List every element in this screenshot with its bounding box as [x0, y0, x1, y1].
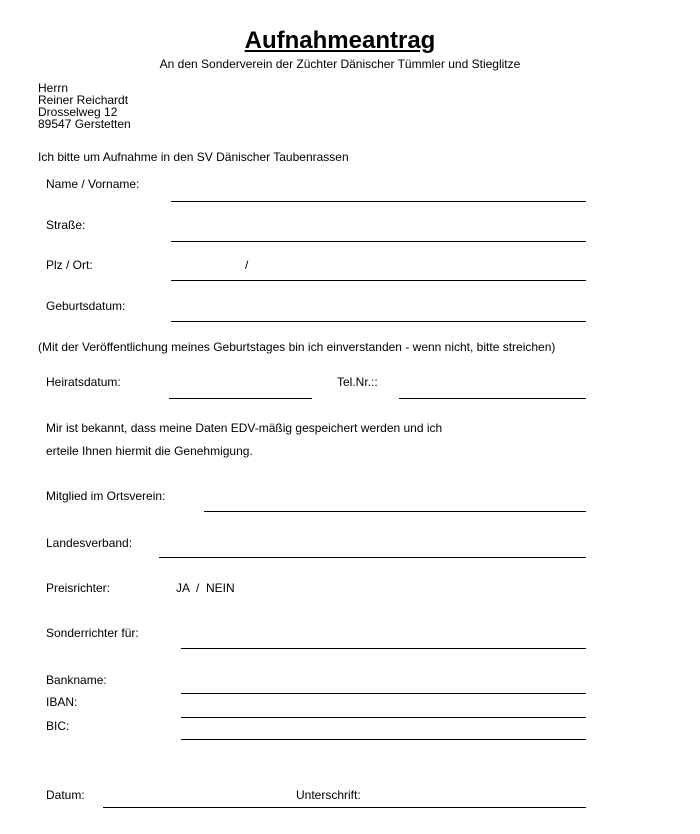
- bank-name-label: Bankname:: [46, 673, 107, 687]
- name-label: Name / Vorname:: [46, 177, 140, 191]
- wedding-date-line[interactable]: [169, 398, 312, 399]
- phone-line[interactable]: [399, 398, 586, 399]
- special-judge-line[interactable]: [181, 648, 586, 649]
- date-label: Datum:: [46, 788, 85, 802]
- judge-label: Preisrichter:: [46, 581, 111, 595]
- address-city: 89547 Gerstetten: [38, 117, 131, 131]
- address-name: Reiner Reichardt: [38, 93, 129, 107]
- phone-label: Tel.Nr.::: [337, 375, 378, 389]
- local-club-label: Mitglied im Ortsverein:: [46, 489, 166, 503]
- street-label: Straße:: [46, 218, 86, 232]
- iban-line[interactable]: [181, 717, 586, 718]
- page-subtitle: An den Sonderverein der Züchter Dänischer Tümmler und Stieglitze: [159, 57, 521, 71]
- street-line[interactable]: [171, 241, 586, 242]
- judge-options[interactable]: JA / NEIN: [176, 581, 235, 595]
- birthdate-line[interactable]: [171, 321, 586, 322]
- bank-name-line[interactable]: [181, 693, 586, 694]
- birthdate-note: (Mit der Veröffentlichung meines Geburtstages bin ich einverstanden - wenn nicht, bitte streichen): [38, 340, 556, 354]
- consent-text-line2: erteile Ihnen hiermit die Genehmigung.: [46, 444, 253, 458]
- iban-label: IBAN:: [46, 695, 78, 709]
- address-salutation: Herrn: [38, 81, 69, 95]
- page-title: Aufnahmeantrag: [244, 27, 436, 54]
- address-street: Drosselweg 12: [38, 105, 118, 119]
- date-signature-line[interactable]: [103, 807, 586, 808]
- state-assoc-line[interactable]: [159, 557, 586, 558]
- plz-ort-line[interactable]: [171, 280, 586, 281]
- signature-label: Unterschrift:: [296, 788, 361, 802]
- special-judge-label: Sonderrichter für:: [46, 626, 139, 640]
- plz-ort-separator: /: [245, 258, 249, 272]
- consent-text-line1: Mir ist bekannt, dass meine Daten EDV-mäßig gespeichert werden und ich: [46, 421, 443, 435]
- birthdate-label: Geburtsdatum:: [46, 299, 126, 313]
- bic-label: BIC:: [46, 719, 70, 733]
- state-assoc-label: Landesverband:: [46, 536, 133, 550]
- wedding-date-label: Heiratsdatum:: [46, 375, 121, 389]
- local-club-line[interactable]: [204, 511, 586, 512]
- plz-ort-label: Plz / Ort:: [46, 258, 93, 272]
- intro-text: Ich bitte um Aufnahme in den SV Dänischer Taubenrassen: [38, 150, 349, 164]
- bic-line[interactable]: [181, 739, 586, 740]
- name-line[interactable]: [171, 201, 586, 202]
